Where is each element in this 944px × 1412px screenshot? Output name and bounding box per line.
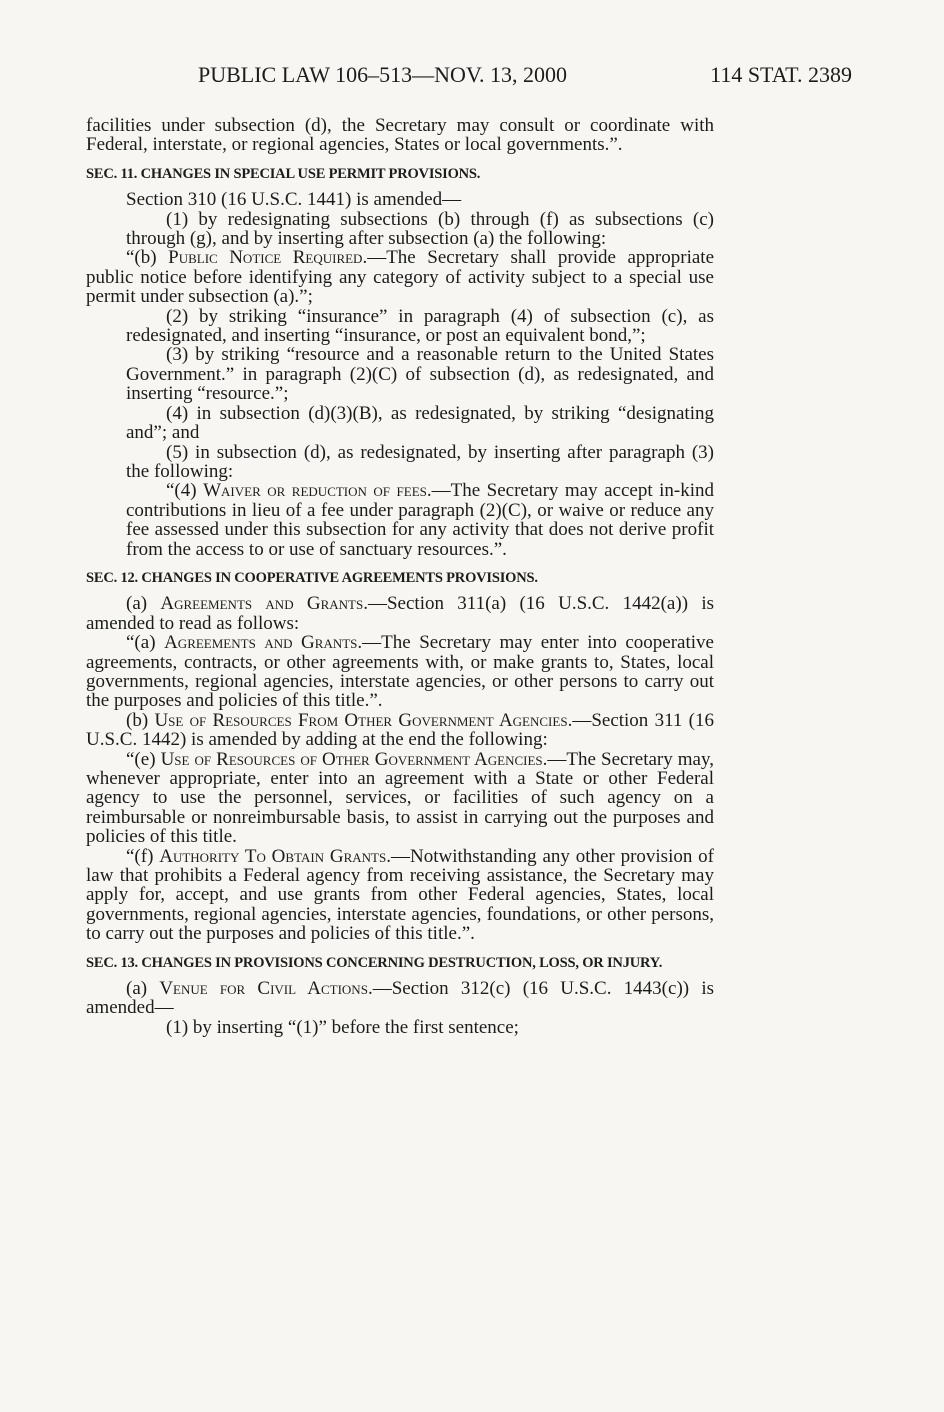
- sec-12-subsection-b: [86, 711, 714, 750]
- sec-12-b-heading: Use of Resources From Other Government Agencies: [154, 709, 568, 731]
- sec-11-para-1: [86, 210, 714, 249]
- sec-11-b-lead: “(b): [126, 247, 169, 269]
- sec-11-4-block: [86, 481, 714, 559]
- sec-12-a-q-heading: Agreements and Grants: [164, 632, 358, 654]
- sec-11-para-2: [86, 307, 714, 346]
- sec-12-f-text: .—Notwithstanding any other provision of law that prohibits a Federal agency from receiving assistance, the Secretary may apply for, accept, and use grants from other Federal agencies, States, local governments, regional agencies, interstate agencies, foundations, or other persons, to carry out the purposes and policies of this title.”.: [86, 845, 714, 945]
- sec-12-b-text: .—Section 311 (16 U.S.C. 1442) is amended by adding at the end the following:: [86, 709, 714, 751]
- sec-11-para-3: [86, 345, 714, 403]
- sec-11-intro: Section 310 (16 U.S.C. 1441) is amended—: [126, 189, 462, 211]
- sec-12-a-text: .—Section 311(a) (16 U.S.C. 1442(a)) is amended to read as follows:: [86, 593, 714, 634]
- sec-13-heading: SEC. 13. CHANGES IN PROVISIONS CONCERNING DESTRUCTION, LOSS, OR INJURY.: [86, 954, 663, 971]
- sec-13-para-1: [86, 1018, 714, 1037]
- sec-13-a-text: .—Section 312(c) (16 U.S.C. 1443(c)) is amended—: [86, 978, 714, 1019]
- continued-paragraph: facilities under subsection (d), the Secretary may consult or coordinate with Federal, interstate, or regional agencies, States or local governments.”.: [86, 115, 714, 156]
- sec-12-f-heading: Authority To Obtain Grants: [159, 845, 387, 867]
- sec-12-e-quoted: [86, 750, 714, 847]
- sec-11-para-4: [86, 404, 714, 443]
- body-text: [86, 116, 714, 1037]
- sec-11-para-2-text: (2) by striking “insurance” in paragraph (4) of subsection (c), as redesignated, and inserting “insurance, or post an equivalent bond,”;: [126, 305, 714, 347]
- sec-12-e-text: .—The Secretary may, whenever appropriate, enter into an agreement with a State or other Federal agency to use the personnel, services, or facilities of such agency on a reimbursable or nonreimbursable basis, to assist in carrying out the purposes and policies of this title.: [86, 748, 715, 848]
- sec-12-subsection-a: [86, 594, 714, 633]
- sec-13-a-lead: (a): [126, 978, 160, 1000]
- sec-11-4-text: .—The Secretary may accept in-kind contributions in lieu of a fee under paragraph (2)(C), or waive or reduce any fee assessed under this subsection for any activity that does not derive profit from the access to or use of sanctuary resources.”.: [126, 480, 714, 560]
- sec-12-a-quoted: [86, 633, 714, 711]
- sec-11-paragraph-4-quote: [86, 481, 714, 559]
- sec-13-subsection-a: [86, 979, 714, 1018]
- sec-11-4-heading: Waiver or reduction of fees: [203, 480, 427, 502]
- sec-12-f-lead: “(f): [126, 845, 160, 867]
- sec-12-a-q-text: .—The Secretary may enter into cooperative agreements, contracts, or other agreements with, or make grants to, States, local governments, regional agencies, interstate agencies, or other persons to carry out the purposes and policies of this title.”.: [86, 632, 714, 712]
- sec-11-para-5-text: (5) in subsection (d), as redesignated, by inserting after paragraph (3) the following:: [126, 441, 714, 482]
- sec-11-subsection-b: [86, 248, 714, 306]
- sec-11-para-1-text: (1) by redesignating subsections (b) through (f) as subsections (c) through (g), and by inserting after subsection (a) the following:: [126, 208, 714, 250]
- sec-12-e-lead: “(e): [126, 748, 161, 770]
- sec-11-b-heading: Public Notice Required: [168, 247, 363, 269]
- sec-12-a-q-lead: “(a): [126, 632, 165, 654]
- sec-11-para-5: [86, 443, 714, 482]
- sec-11-para-3-text: (3) by striking “resource and a reasonable return to the United States Government.” in paragraph (2)(C) of subsection (d), as redesignated, and inserting “resource.”;: [126, 344, 714, 405]
- sec-12-a-lead: (a): [126, 593, 161, 615]
- sec-13-a-heading: Venue for Civil Actions: [159, 978, 368, 1000]
- sec-11-para-4-text: (4) in subsection (d)(3)(B), as redesignated, by striking “designating and”; and: [126, 402, 714, 444]
- sec-13-para-1-text: (1) by inserting “(1)” before the first sentence;: [166, 1016, 519, 1038]
- public-law-citation: PUBLIC LAW 106–513—NOV. 13, 2000: [198, 62, 567, 87]
- running-header: [86, 62, 852, 92]
- sec-12-f-quoted: [86, 847, 714, 944]
- stat-page-number: 114 STAT. 2389: [710, 62, 852, 87]
- sec-12-heading: SEC. 12. CHANGES IN COOPERATIVE AGREEMENTS PROVISIONS.: [86, 569, 538, 586]
- sec-11-4-lead: “(4): [166, 480, 204, 502]
- sec-11-heading: SEC. 11. CHANGES IN SPECIAL USE PERMIT PROVISIONS.: [86, 165, 481, 182]
- sec-11-b-text: .—The Secretary shall provide appropriate public notice before identifying any category of activity subject to a special use permit under subsection (a).”;: [86, 247, 714, 308]
- sec-12-a-heading: Agreements and Grants: [160, 593, 364, 615]
- sec-12-b-lead: (b): [126, 709, 155, 731]
- sec-12-e-heading: Use of Resources of Other Government Agencies: [160, 748, 543, 770]
